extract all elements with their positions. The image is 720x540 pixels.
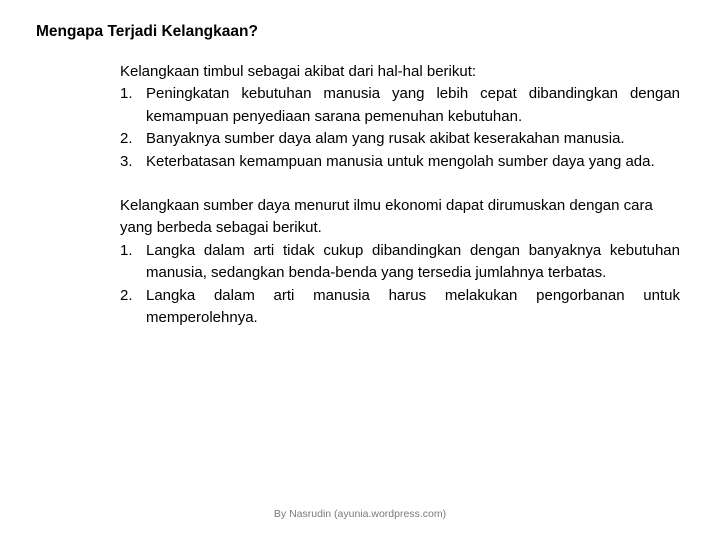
- list-item-text: Keterbatasan kemampuan manusia untuk mengolah sumber daya yang ada.: [146, 152, 655, 170]
- section2-list: [120, 240, 680, 330]
- list-item-text: Langka dalam arti manusia harus melakukan pengorbanan untuk memperolehnya.: [146, 286, 680, 327]
- list-number: 3.: [120, 152, 133, 170]
- list-item: [120, 83, 680, 128]
- section1-intro: Kelangkaan timbul sebagai akibat dari hal-hal berikut:: [120, 63, 477, 80]
- list-item-text: Peningkatan kebutuhan manusia yang lebih cepat dibandingkan dengan kemampuan penyediaan sarana pemenuhan kebutuhan.: [146, 85, 680, 125]
- footer-credit: By Nasrudin (ayunia.wordpress.com): [273, 508, 447, 520]
- list-item-text: Banyaknya sumber daya alam yang rusak akibat keserakahan manusia.: [146, 130, 625, 148]
- list-number: 2.: [120, 130, 133, 148]
- list-number: 1.: [120, 85, 133, 103]
- slide-content: [120, 61, 680, 329]
- list-number: 1.: [120, 241, 133, 259]
- list-item: [120, 285, 680, 330]
- list-item: [120, 240, 680, 285]
- list-item-text: Langka dalam arti tidak cukup dibandingkan dengan banyaknya kebutuhan manusia, sedangkan benda-benda yang tersedia jumlahnya terbatas.: [146, 241, 680, 282]
- list-item: [120, 128, 680, 150]
- section-spacer: [120, 173, 680, 195]
- section1-list: [120, 83, 680, 173]
- section2-intro: Kelangkaan sumber daya menurut ilmu ekonomi dapat dirumuskan dengan cara yang berbeda sebagai berikut.: [120, 197, 653, 237]
- slide-title: Mengapa Terjadi Kelangkaan?: [36, 23, 258, 40]
- list-item: [120, 151, 680, 173]
- list-number: 2.: [120, 286, 133, 304]
